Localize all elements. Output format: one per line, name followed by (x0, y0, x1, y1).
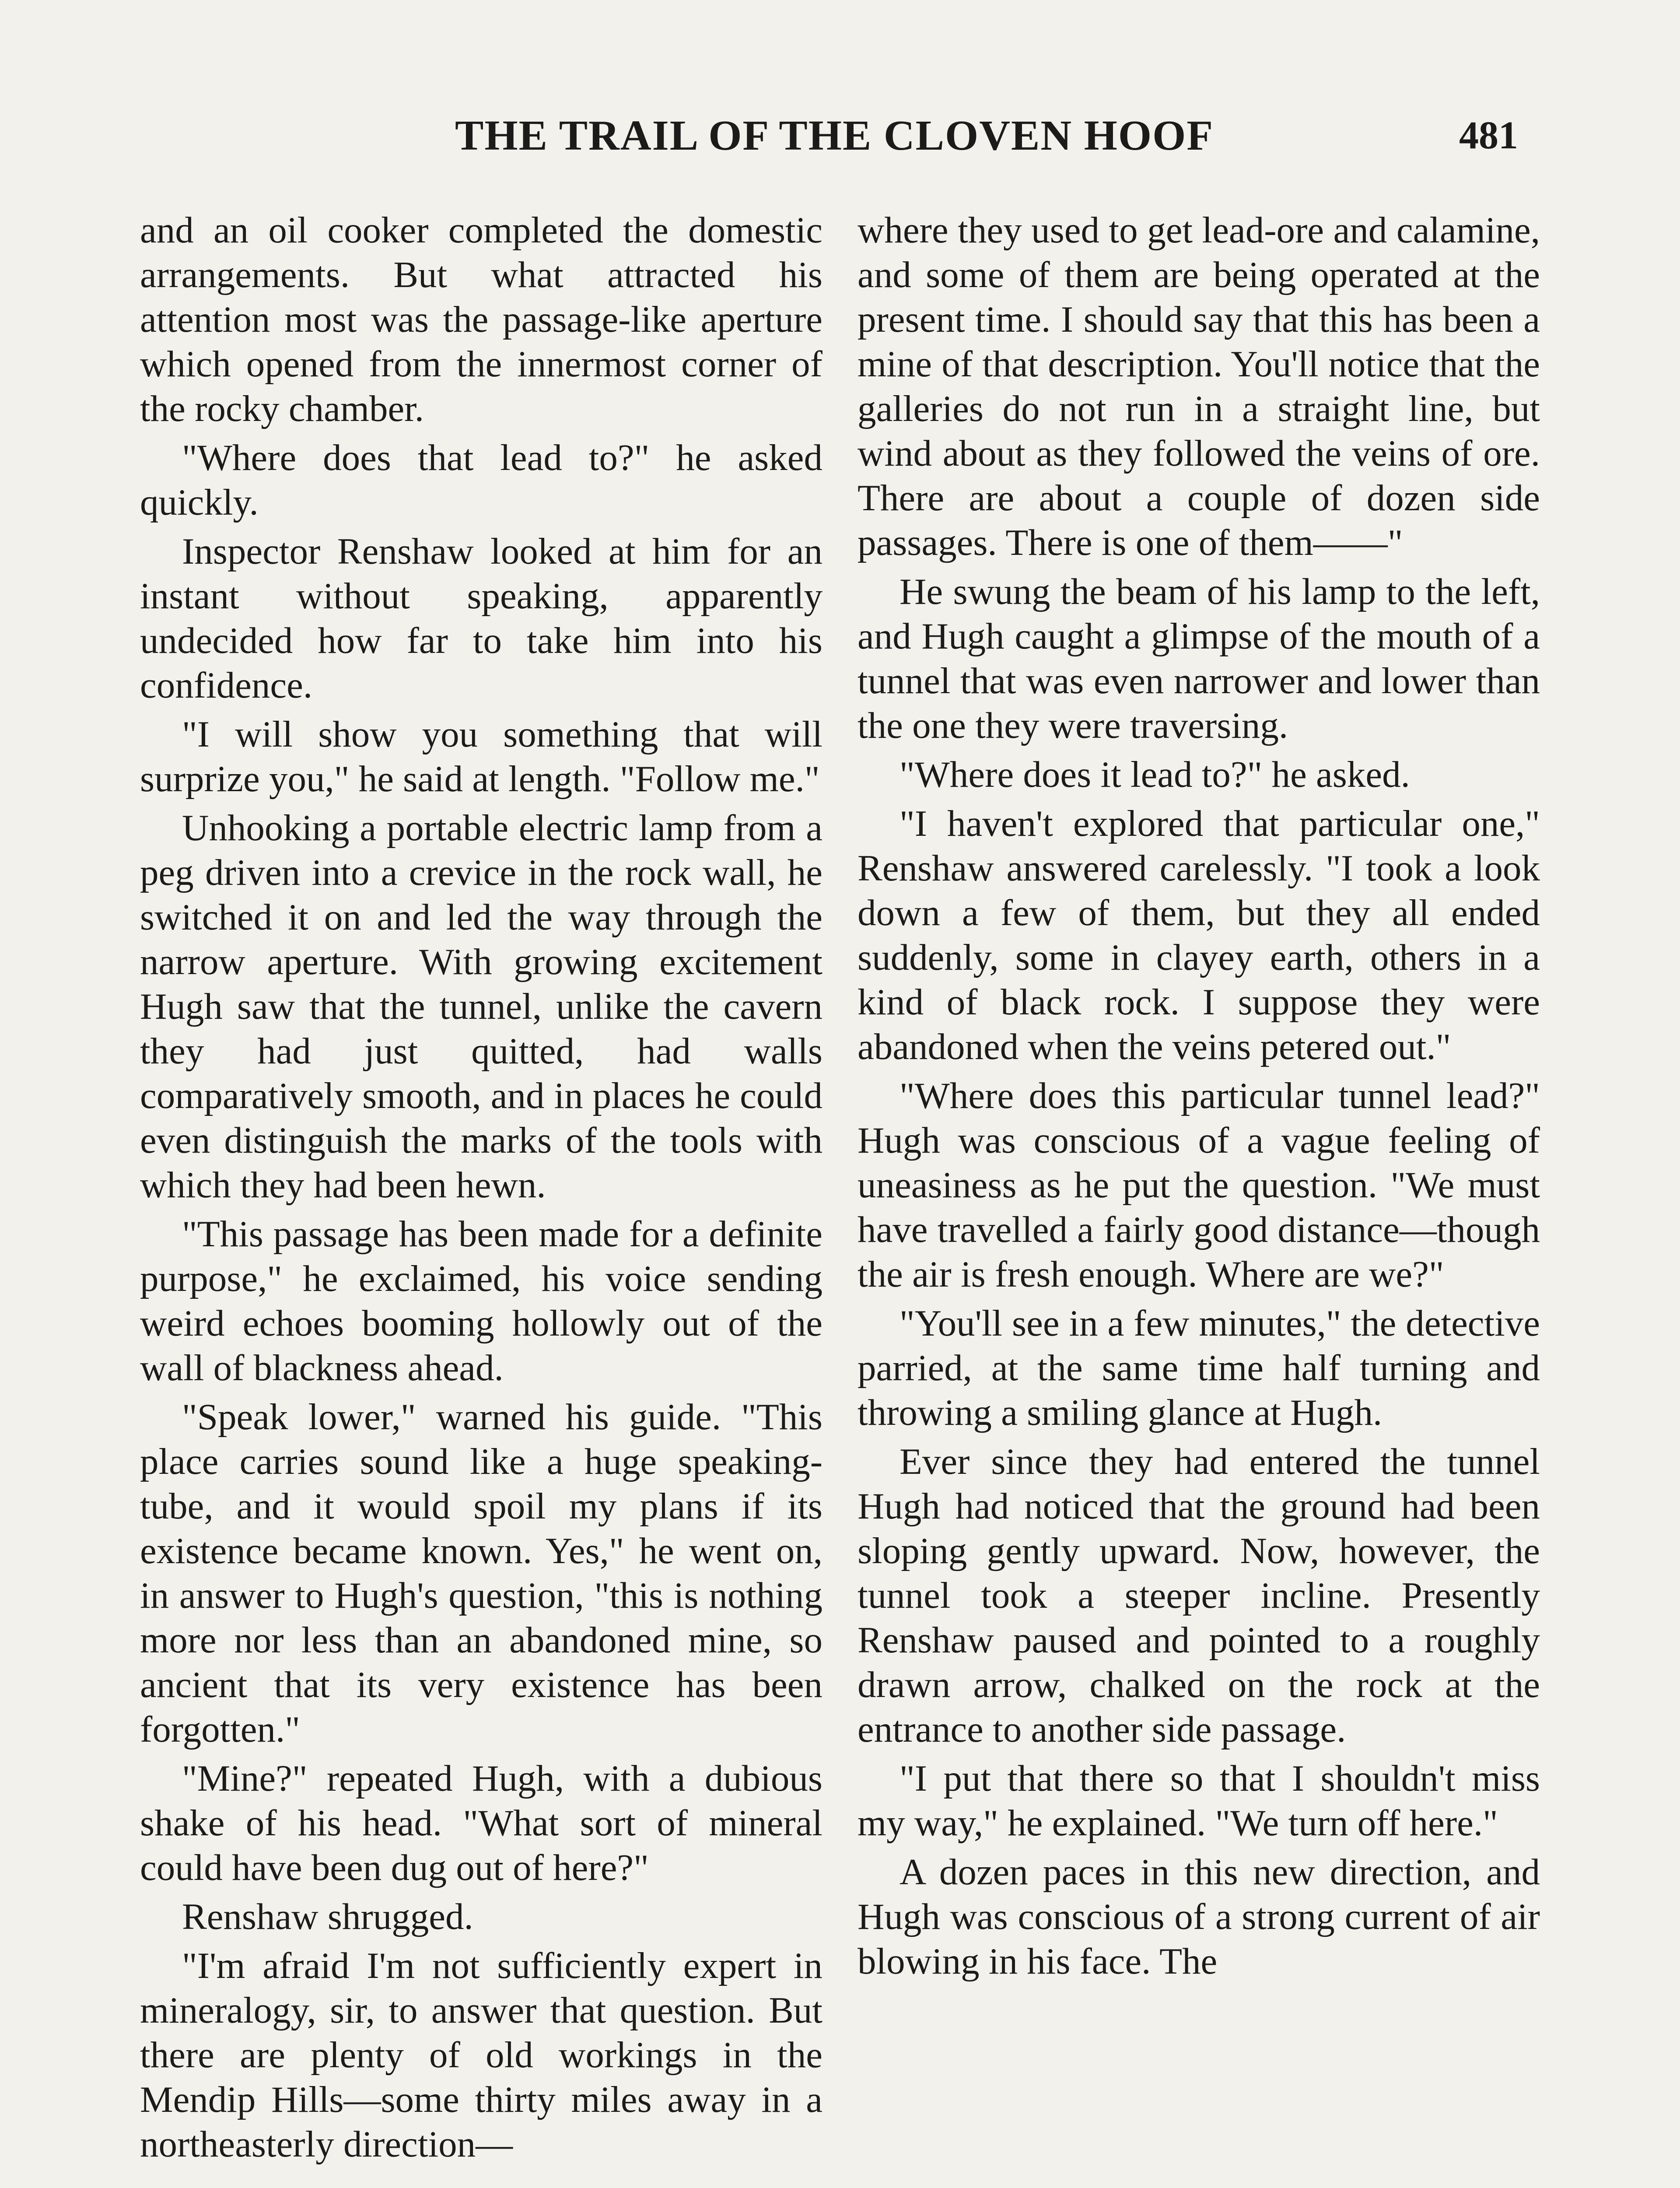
paragraph: "Where does that lead to?" he asked quickly. (140, 437, 822, 523)
paragraph: Renshaw shrugged. (182, 1896, 473, 1937)
paragraph: "This passage has been made for a definite purpose," he exclaimed, his voice sending weird echoes booming hollowly out of the wall of blackness ahead. (140, 1213, 822, 1389)
paragraph: "Where does this particular tunnel lead?" Hugh was conscious of a vague feeling of uneasiness as he put the question. "We must have travelled a fairly good distance—though the air is fresh enough. Where are we?" (858, 1075, 1540, 1295)
paragraph: "I put that there so that I shouldn't miss my way," he explained. "We turn off here." (858, 1758, 1540, 1844)
paragraph: "I haven't explored that particular one," Renshaw answered carelessly. "I took a look down a few of them, but they all ended suddenly, some in clayey earth, others in a kind of black rock. I suppose they were abandoned when the veins petered out." (858, 803, 1540, 1067)
paragraph: and an oil cooker completed the domestic arrangements. But what attracted his attention most was the passage-like aperture which opened from the innermost corner of the rocky chamber. (140, 210, 822, 429)
page-header (0, 107, 1680, 164)
paragraph: where they used to get lead-ore and calamine, and some of them are being operated at the present time. I should say that this has been a mine of that description. You'll notice that the galleries do not run in a straight line, but wind about as they followed the veins of ore. There are about a couple of dozen side passages. There is one of them——" (858, 210, 1540, 563)
paragraph: "Speak lower," warned his guide. "This place carries sound like a huge speaking-tube, and it would spoil my plans if its existence became known. Yes," he went on, in answer to Hugh's question, "this is nothing more nor less than an abandoned mine, so ancient that its very existence has been forgotten." (140, 1396, 822, 1750)
paragraph: "I will show you something that will surprize you," he said at length. "Follow me." (140, 714, 822, 799)
left-column (140, 208, 822, 2171)
page-number: 481 (1459, 114, 1518, 157)
paragraph: Inspector Renshaw looked at him for an instant without speaking, apparently undecided how far to take him into his confidence. (140, 531, 822, 706)
paragraph: "Where does it lead to?" he asked. (900, 754, 1410, 795)
paragraph: A dozen paces in this new direction, and Hugh was conscious of a strong current of air blowing in his face. The (858, 1851, 1540, 1982)
paragraph: Unhooking a portable electric lamp from a peg driven into a crevice in the rock wall, he switched it on and led the way through the narrow aperture. With growing excitement Hugh saw that the tunnel, unlike the cavern they had just quitted, had walls comparatively smooth, and in places he could even distinguish the marks of the tools with which they had been hewn. (140, 807, 822, 1206)
right-column (858, 208, 1540, 1988)
paragraph: "I'm afraid I'm not sufficiently expert in mineralogy, sir, to answer that question. But there are plenty of old workings in the Mendip Hills—some thirty miles away in a northeasterly direction— (140, 1945, 822, 2165)
paragraph: Ever since they had entered the tunnel Hugh had noticed that the ground had been sloping gently upward. Now, however, the tunnel took a steeper incline. Presently Renshaw paused and pointed to a roughly drawn arrow, chalked on the rock at the entrance to another side passage. (858, 1441, 1540, 1750)
running-title: THE TRAIL OF THE CLOVEN HOOF (455, 112, 1214, 159)
paragraph: "You'll see in a few minutes," the detective parried, at the same time half turning and throwing a smiling glance at Hugh. (858, 1303, 1540, 1433)
paragraph: "Mine?" repeated Hugh, with a dubious shake of his head. "What sort of mineral could have been dug out of here?" (140, 1758, 822, 1888)
paragraph: He swung the beam of his lamp to the left, and Hugh caught a glimpse of the mouth of a tunnel that was even narrower and lower than the one they were traversing. (858, 571, 1540, 746)
